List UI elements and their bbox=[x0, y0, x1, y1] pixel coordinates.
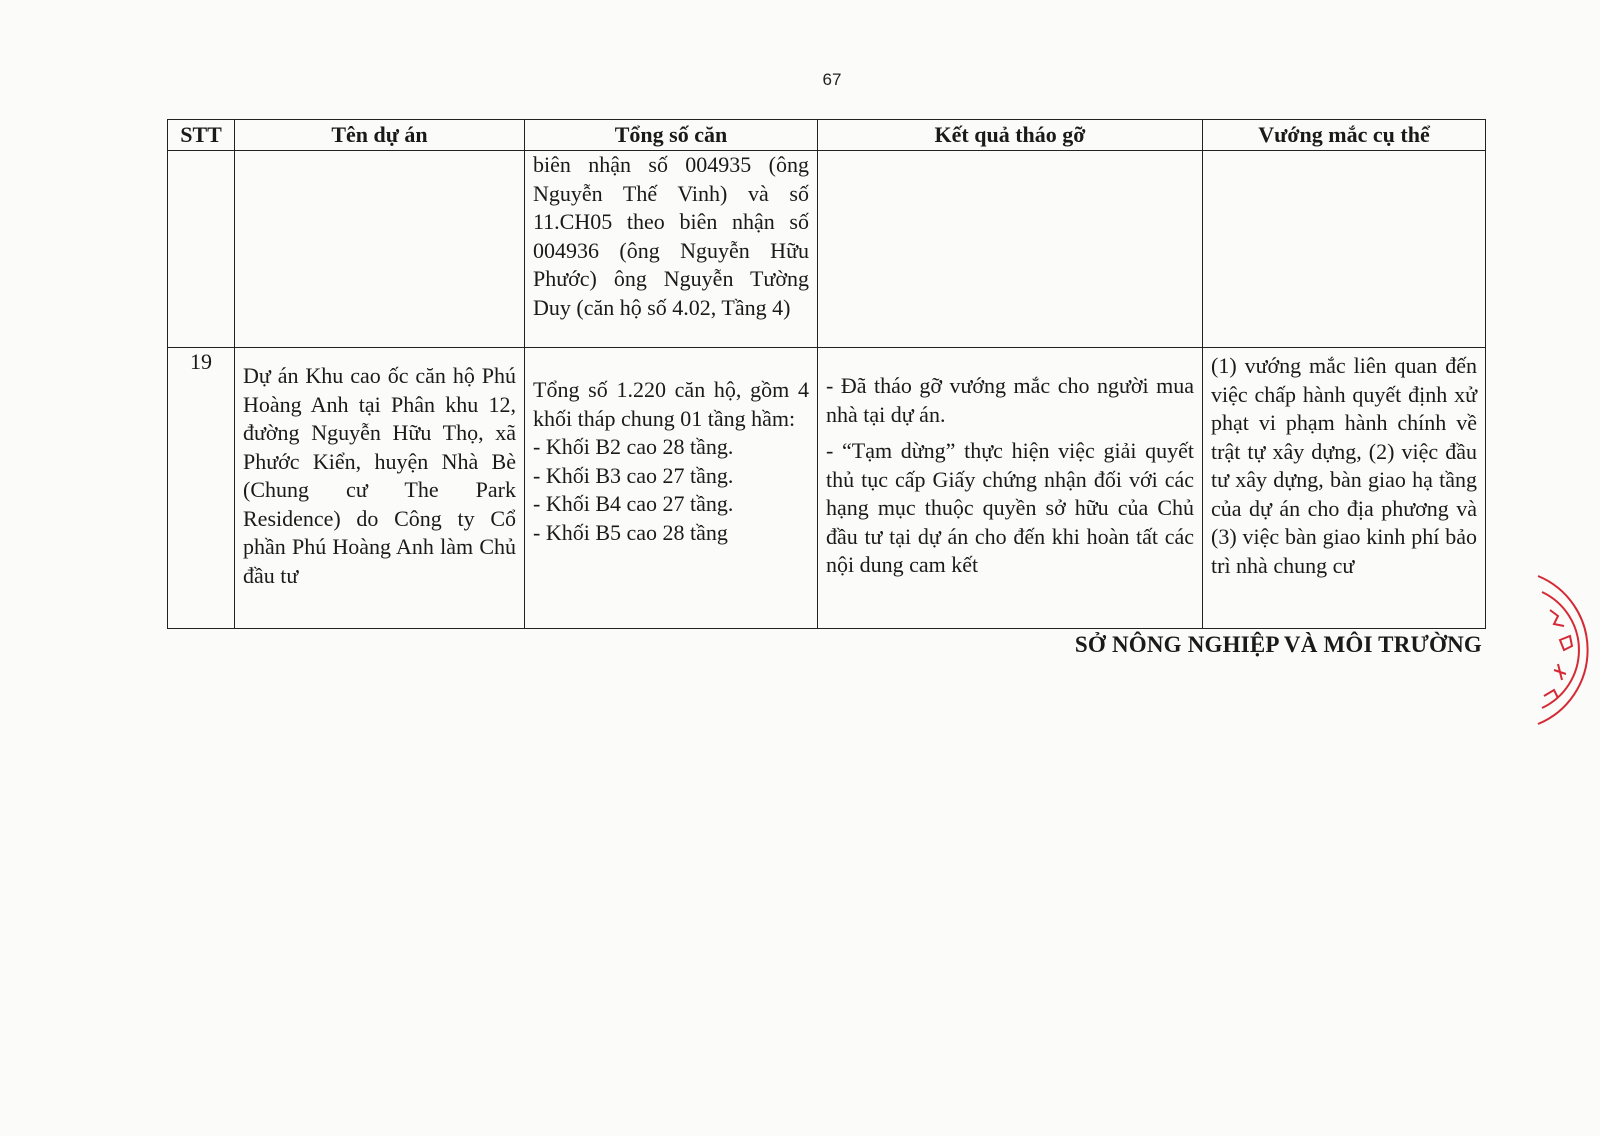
units-line: - Khối B3 cao 27 tầng. bbox=[533, 462, 734, 488]
table-row bbox=[168, 151, 1486, 348]
units-line: - Khối B2 cao 28 tầng. bbox=[533, 434, 734, 459]
header-total-units: Tổng số căn bbox=[525, 120, 818, 151]
cell-units bbox=[525, 348, 818, 629]
cell-issues: (1) vướng mắc liên quan đến việc chấp hành quyết định xử phạt vi phạm hành chính về trật tự xây dựng, (2) việc đầu tư xây dựng, bàn giao hạ tầng của dự án cho địa phương và (3) việc bàn giao kinh phí bảo trì nhà chung cư bbox=[1203, 348, 1486, 629]
header-project-name: Tên dự án bbox=[235, 120, 525, 151]
projects-table bbox=[167, 119, 1486, 629]
units-line: - Khối B4 cao 27 tầng. bbox=[533, 491, 734, 516]
cell-result bbox=[818, 348, 1203, 629]
units-intro: Tổng số 1.220 căn hộ, gồm 4 khối tháp chung 01 tầng hầm: bbox=[533, 377, 809, 431]
header-stt: STT bbox=[168, 120, 235, 151]
cell-project: Dự án Khu cao ốc căn hộ Phú Hoàng Anh tại Phân khu 12, đường Nguyễn Hữu Thọ, xã Phước Kiển, huyện Nhà Bè (Chung cư The Park Residence) do Công ty Cổ phần Phú Hoàng Anh làm Chủ đầu tư bbox=[235, 348, 525, 629]
result-line: - Đã tháo gỡ vướng mắc cho người mua nhà tại dự án. bbox=[826, 373, 1194, 427]
result-line: - “Tạm dừng” thực hiện việc giải quyết thủ tục cấp Giấy chứng nhận đối với các hạng mục thuộc quyền sở hữu của Chủ đầu tư tại dự án cho đến khi hoàn tất các nội dung cam kết bbox=[826, 438, 1194, 577]
cell-stt: 19 bbox=[168, 348, 235, 629]
cell-units: biên nhận số 004935 (ông Nguyễn Thế Vinh) và số 11.CH05 theo biên nhận số 004936 (ông Nguyễn Hữu Phước) ông Nguyễn Tường Duy (căn hộ số 4.02, Tầng 4) bbox=[525, 151, 818, 348]
signer-organization: SỞ NÔNG NGHIỆP VÀ MÔI TRƯỜNG bbox=[1074, 632, 1482, 657]
cell-result bbox=[818, 151, 1203, 348]
table-header-row bbox=[168, 120, 1486, 151]
table-row bbox=[168, 348, 1486, 629]
units-line: - Khối B5 cao 28 tầng bbox=[533, 519, 728, 545]
cell-project bbox=[235, 151, 525, 348]
official-seal-icon bbox=[1530, 570, 1600, 730]
page-number: 67 bbox=[822, 70, 842, 89]
cell-stt bbox=[168, 151, 235, 348]
header-issues: Vướng mắc cụ thể bbox=[1203, 120, 1486, 151]
header-result: Kết quả tháo gỡ bbox=[818, 120, 1203, 151]
cell-issues bbox=[1203, 151, 1486, 348]
